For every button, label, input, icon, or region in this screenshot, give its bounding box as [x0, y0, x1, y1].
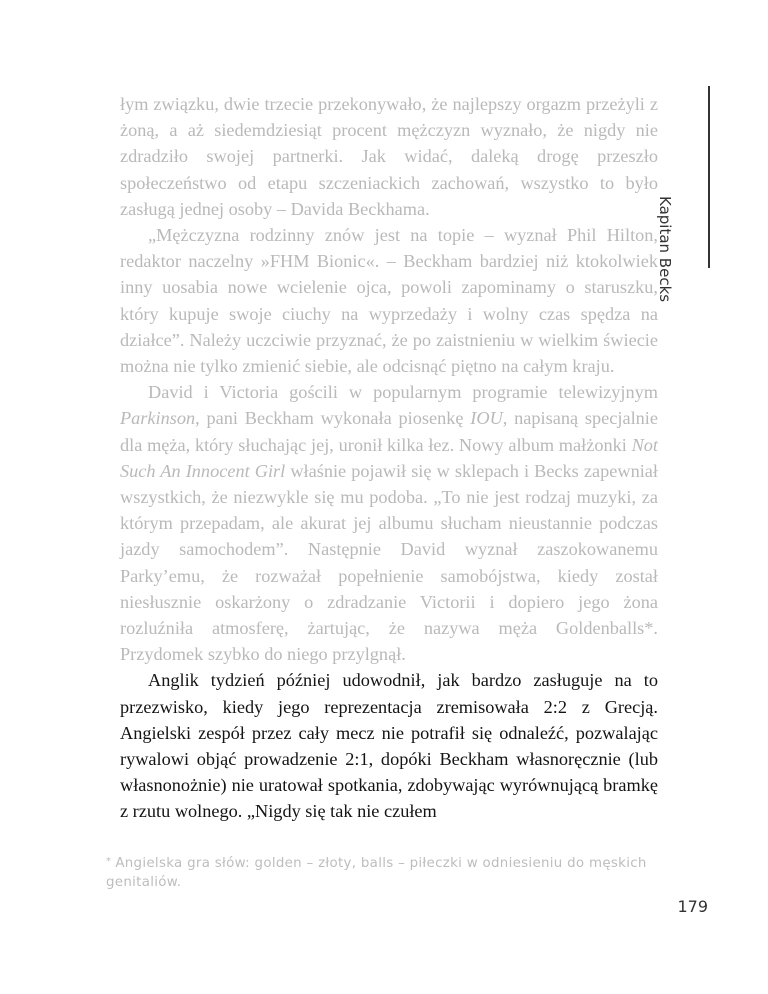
- paragraph-text: , napisaną specjalnie dla męża, który słuchając jej, uronił kilka łez. Nowy album małżonki: [120, 408, 658, 455]
- page-number: 179: [677, 897, 708, 916]
- footnote-mark: *: [106, 856, 112, 867]
- running-head: [656, 72, 712, 303]
- paragraph: [120, 91, 658, 222]
- paragraph-text: łym związku, dwie trzecie przekonywało, że najlepszy orgazm przeżyli z żoną, a aż siedemdziesiąt procent mężczyzn wyznało, że nigdy nie zdradziło swojej partnerki. Jak widać, daleką drogę przeszło społeczeństwo od etapu szczeniackich zachowań, wszystko to było zasługą jednej osoby – Davida Beckhama.: [120, 94, 658, 219]
- paragraph-text: David i Victoria gościli w popularnym programie telewizyjnym: [148, 382, 658, 403]
- footnote: [106, 852, 658, 892]
- italic-title: IOU: [470, 408, 503, 429]
- running-head-rule: [708, 86, 710, 268]
- paragraph-text: Anglik tydzień później udowodnił, jak bardzo zasługuje na to przezwisko, kiedy jego reprezentacja zremisowała 2:2 z Grecją. Angielski zespół przez cały mecz nie potrafił się odnaleźć, pozwalając rywalowi objąć prowadzenie 2:1, dopóki Beckham własnoręcznie (lub własnonożnie) nie uratował spotkania, zdobywając wyrównującą bramkę z rzutu wolnego. „Nigdy się tak nie czułem: [120, 670, 658, 822]
- body-text: [120, 91, 658, 825]
- italic-title: Not Such An Innocent Girl: [120, 434, 658, 481]
- paragraph-text: „Mężczyzna rodzinny znów jest na topie – wyznał Phil Hilton, redaktor naczelny »FHM Bionic«. – Beckham bardziej niż ktokolwiek inny uosabia nowe wcielenie ojca, powoli zapominamy o staruszku, który kupuje swoje ciuchy na wyprzedaży i wolny czas spędza na działce”. Należy uczciwie przyznać, że po zaistnieniu w wielkim świecie można nie tylko zmienić siebie, ale odcisnąć piętno na całym kraju.: [120, 225, 658, 377]
- paragraph-text: , pani Beckham wykonała piosenkę: [195, 408, 471, 429]
- running-head-title: Kapitan Becks: [656, 196, 674, 303]
- paragraph: [120, 667, 658, 824]
- paragraph-text: właśnie pojawił się w sklepach i Becks zapewniał wszystkich, że niezwykle się mu podoba. „To nie jest rodzaj muzyki, za którym przepadam, ale akurat jej albumu słucham nieustannie podczas jazdy samochodem”. Następnie David wyznał zaszokowanemu Parky’emu, że rozważał popełnienie samobójstwa, kiedy został niesłusznie oskarżony o zdradzanie Victorii i dopiero jego żona rozluźniła atmosferę, żartując, że nazywa męża Goldenballs*. Przydomek szybko do niego przylgnął.: [120, 460, 658, 665]
- footnote-text: Angielska gra słów: golden – złoty, balls – piłeczki w odniesieniu do męskich genitaliów.: [106, 856, 647, 890]
- paragraph: [120, 379, 658, 667]
- italic-title: Parkinson: [120, 408, 196, 429]
- paragraph: [120, 222, 658, 379]
